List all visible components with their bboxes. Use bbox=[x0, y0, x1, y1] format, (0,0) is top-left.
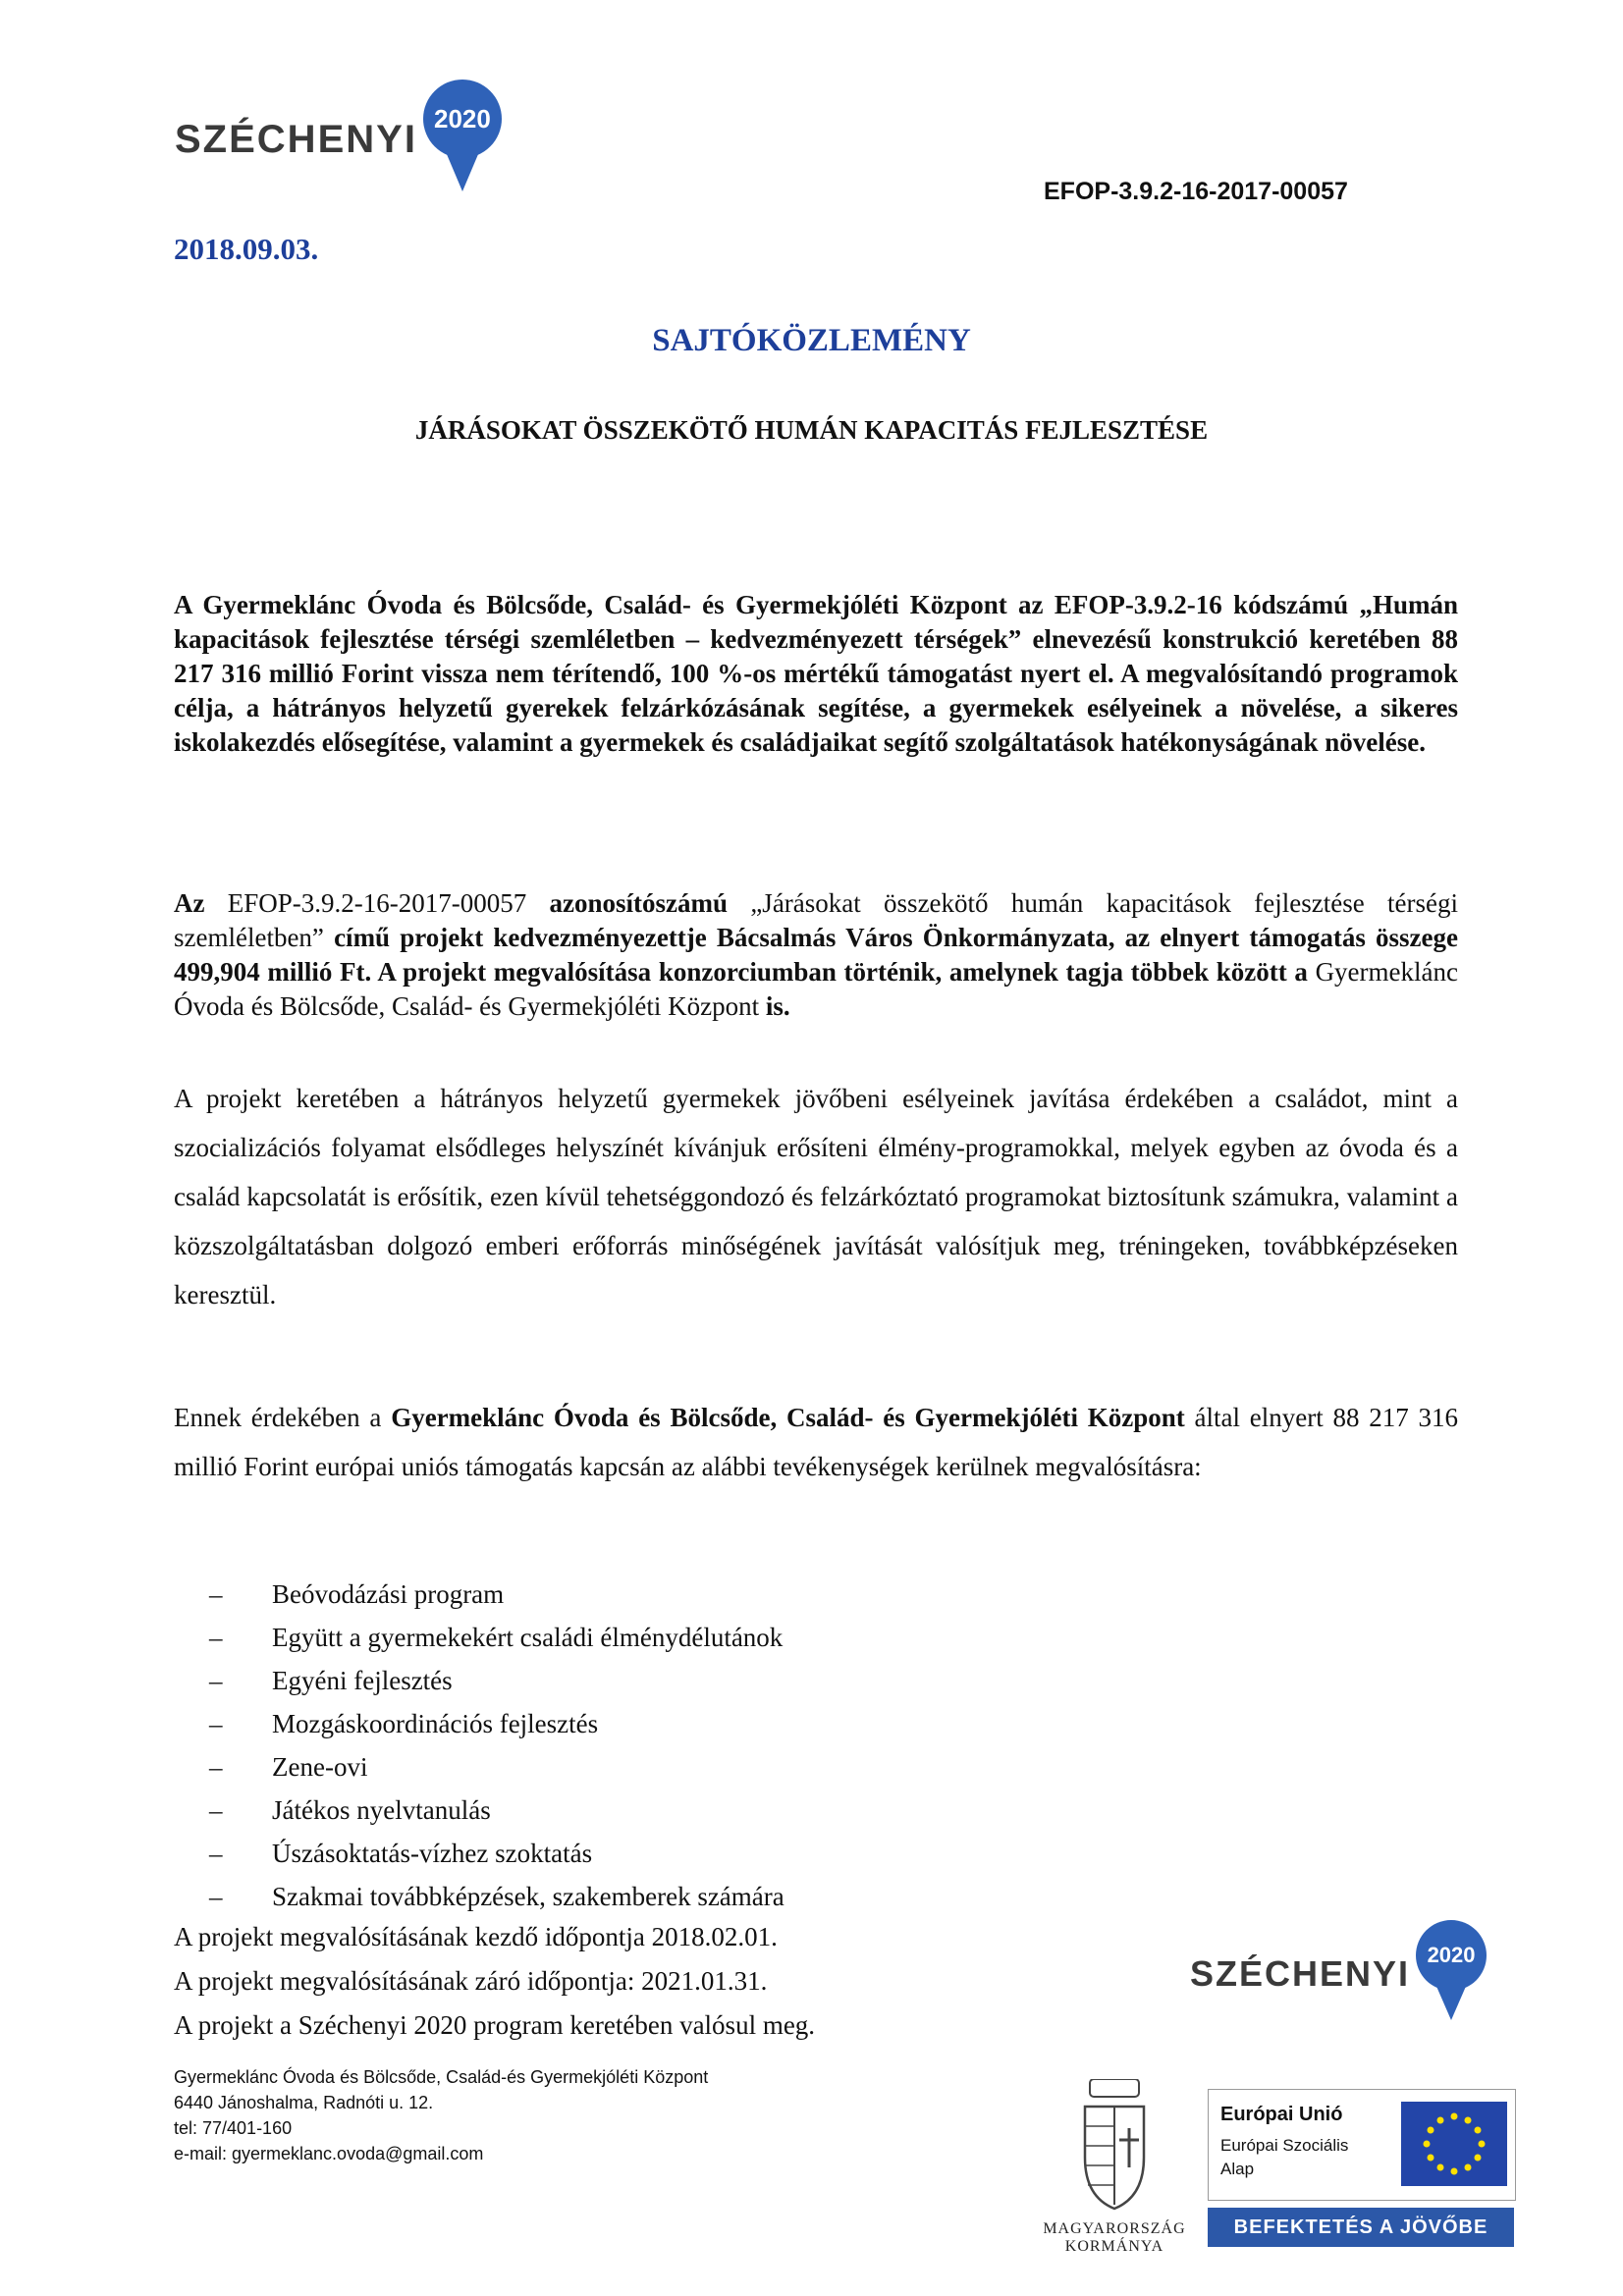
project-s6: Gyermeklánc Óvoda és Bölcsőde, Család- és Gyermekjóléti Központ bbox=[174, 957, 1458, 1021]
eu-subtitle bbox=[1220, 2134, 1348, 2181]
project-s2: EFOP-3.9.2-16-2017-00057 bbox=[204, 888, 550, 918]
activities-paragraph bbox=[174, 1393, 1458, 1491]
body-paragraph bbox=[174, 1074, 1458, 1319]
eu-title: Európai Unió bbox=[1220, 2104, 1343, 2125]
document-date: 2018.09.03. bbox=[174, 232, 319, 266]
page-title: SAJTÓKÖZLEMÉNY bbox=[652, 323, 971, 358]
closing-end-date: A projekt megvalósításának záró időpontja: 2021.01.31. bbox=[174, 1966, 768, 1996]
footer-address: 6440 Jánoshalma, Radnóti u. 12. bbox=[174, 2093, 434, 2112]
list-item: – Mozgáskoordinációs fejlesztés bbox=[174, 1702, 1254, 1745]
logo-year-bottom: 2020 bbox=[1416, 1920, 1487, 1991]
eu-fund-box bbox=[1208, 2089, 1516, 2201]
project-s3: azonosítószámú bbox=[549, 888, 729, 918]
list-item: – Együtt a gyermekekért családi élménydélutánok bbox=[174, 1616, 1254, 1659]
hungarian-coat-of-arms-icon bbox=[1070, 2079, 1159, 2216]
government-label bbox=[1021, 2220, 1208, 2256]
body-text: A projekt keretében a hátrányos helyzetű gyermekek jövőbeni esélyeinek javítása érdekében a családot, mint a szocializációs folyamat elsődleges helyszínét kívánjuk erősíteni élmény-programokkal, melyek egyben az óvoda és a család kapcsolatát is erősítik, ezen kívül tehetséggondozó és felzárkóztató programokat biztosítunk számukra, valamint a közszolgáltatásban dolgozó emberi erőforrás minőségének javítását valósítjuk meg, tréningeken, továbbképzéseken keresztül. bbox=[174, 1084, 1458, 1309]
closing-program: A projekt a Széchenyi 2020 program keretében valósul meg. bbox=[174, 2010, 816, 2040]
closing-lines bbox=[174, 1915, 815, 2048]
footer-contact bbox=[174, 2064, 708, 2166]
activities-a3: által elnyert 88 217 316 millió Forint európai uniós támogatás kapcsán az alábbi tevékenységek kerülnek megvalósításra: bbox=[174, 1403, 1459, 1481]
eu-subtitle-line1: Európai Szociális bbox=[1220, 2136, 1349, 2155]
list-item: – Úszásoktatás-vízhez szoktatás bbox=[174, 1832, 1254, 1875]
investment-banner: BEFEKTETÉS A JÖVŐBE bbox=[1208, 2208, 1514, 2247]
logo-year: 2020 bbox=[423, 80, 502, 158]
closing-start-date: A projekt megvalósításának kezdő időpontja 2018.02.01. bbox=[174, 1922, 778, 1951]
logo-text-bottom: SZÉCHENYI bbox=[1190, 1953, 1411, 1994]
page-subtitle: JÁRÁSOKAT ÖSSZEKÖTŐ HUMÁN KAPACITÁS FEJLESZTÉSE bbox=[414, 415, 1209, 445]
location-pin-icon bbox=[1416, 1920, 1487, 2024]
szechenyi-logo bbox=[175, 83, 502, 195]
project-s5: című projekt kedvezményezettje Bácsalmás Város Önkormányzata, az elnyert támogatás összege 499,904 millió Ft. A projekt megvalósítása konzorciumban történik, amelynek tagja többek között a bbox=[174, 923, 1458, 987]
activities-a1: Ennek érdekében a bbox=[174, 1403, 392, 1432]
project-code: EFOP-3.9.2-16-2017-00057 bbox=[1044, 178, 1348, 205]
szechenyi-logo-bottom bbox=[1190, 1924, 1487, 2024]
logo-text: SZÉCHENYI bbox=[175, 117, 417, 161]
list-item: – Szakmai továbbképzések, szakemberek számára bbox=[174, 1875, 1254, 1918]
government-line2: KORMÁNYA bbox=[1064, 2238, 1164, 2255]
footer-tel: tel: 77/401-160 bbox=[174, 2118, 293, 2138]
intro-paragraph bbox=[174, 588, 1458, 760]
eu-flag-icon bbox=[1401, 2102, 1507, 2186]
footer-email: e-mail: gyermeklanc.ovoda@gmail.com bbox=[174, 2144, 484, 2163]
project-paragraph bbox=[174, 886, 1458, 1024]
list-item: – Zene-ovi bbox=[174, 1745, 1254, 1789]
footer-org: Gyermeklánc Óvoda és Bölcsőde, Család-és Gyermekjóléti Központ bbox=[174, 2067, 709, 2087]
location-pin-icon bbox=[423, 80, 502, 195]
project-s4: „Járásokat összekötő humán kapacitások fejlesztése térségi szemléletben” bbox=[174, 888, 1458, 952]
list-item: – Játékos nyelvtanulás bbox=[174, 1789, 1254, 1832]
intro-text: A Gyermeklánc Óvoda és Bölcsőde, Család- és Gyermekjóléti Központ az EFOP-3.9.2-16 kódszámú „Humán kapacitások fejlesztése térségi szemléletben – kedvezményezett térségek” elnevezésű konstrukció keretében 88 217 316 millió Forint vissza nem térítendő, 100 %-os mértékű támogatást nyert el. A megvalósítandó programok célja, a hátrányos helyzetű gyerekek felzárkózásának segítése, a gyermekek esélyeinek a növelése, a sikeres iskolakezdés elősegítése, valamint a gyermekek és családjaikat segítő szolgáltatások hatékonyságának növelése. bbox=[174, 590, 1458, 757]
government-line1: MAGYARORSZÁG bbox=[1043, 2220, 1186, 2237]
eu-subtitle-line2: Alap bbox=[1220, 2160, 1255, 2178]
project-s7: is. bbox=[765, 991, 790, 1021]
project-s1: Az bbox=[174, 888, 205, 918]
activities-list bbox=[174, 1573, 1254, 1918]
list-item: – Beóvodázási program bbox=[174, 1573, 1254, 1616]
activities-a2: Gyermeklánc Óvoda és Bölcsőde, Család- és Gyermekjóléti Központ bbox=[391, 1403, 1185, 1432]
list-item: – Egyéni fejlesztés bbox=[174, 1659, 1254, 1702]
